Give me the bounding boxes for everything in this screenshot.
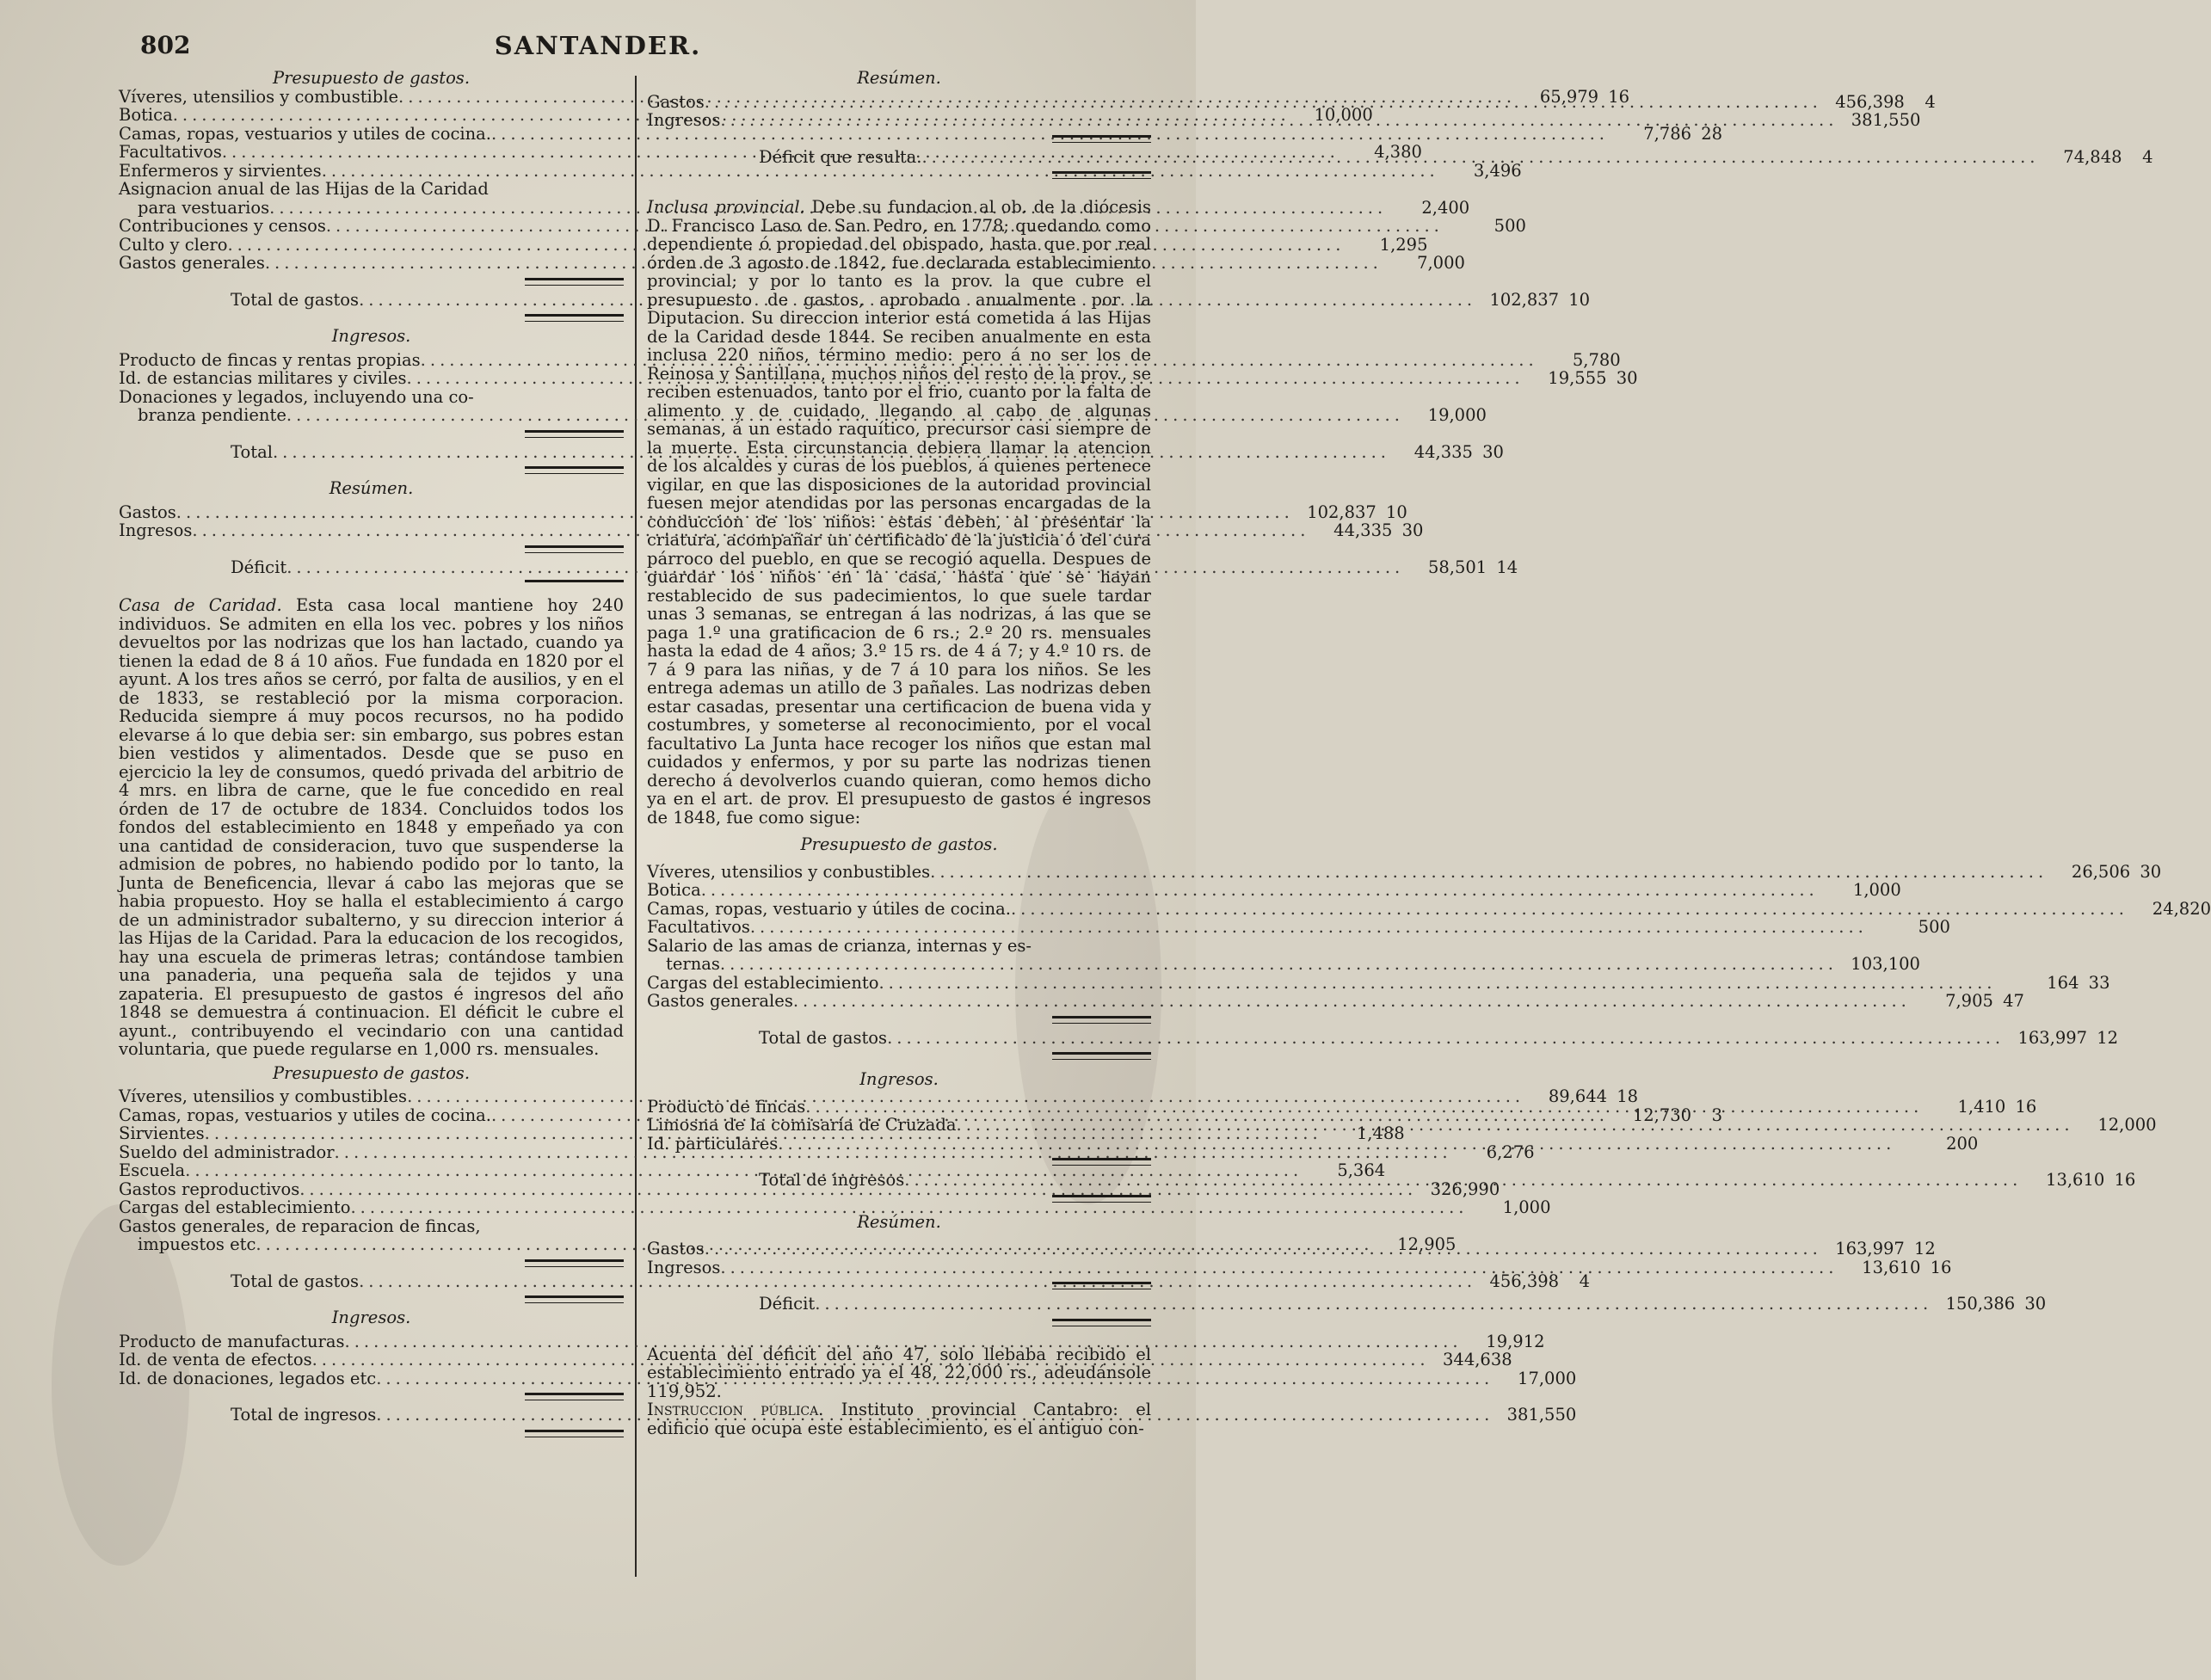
table-row: Gastos ..... 163,997 12 bbox=[647, 1240, 1151, 1258]
inclusa-paragraph: Inclusa provincial. Debe su fundacion al ob. de la diócesis D. Francisco Laso de San Pedro, en 1778; quedando como dependiente ó propiedad del obispado, hasta que por real órden de 3 agosto de 1842, fue declarada establecimiento provincial; y por lo tanto es la prov. la que cubre el presupuesto de gastos, aprobado anualmente por la Diputacion. Su direccion interior está cometida á las Hijas de la Caridad desde 1844. Se reciben anualmente en esta inclusa 220 niños, término medio: pero á no ser los de Reinosa y Santillana, muchos niños del resto de la prov., se reciben estenuados, tanto por el frio, cuanto por la falta de alimento y de cuidado, llegando al cabo de algunas semanas, á un estado raquítico, precursor casi siempre de la muerte. Esta circunstancia debiera llamar la atencion de los alcaldes y curas de los pueblos, á quienes pertenece vigilar, en que las disposiciones de la autoridad provincial fuesen mejor atendidas por las personas encargadas de la conduccion de los niños: estas deben, al presentar la criatura, acompañar un certificado de la justicia ó del cura párroco del pueblo, en que se recogió aquella. Despues de guardar los niños en la casa, hasta que se hayan restablecido de sus padecimientos, lo que suele tardar unas 3 semanas, se entregan á las nodrizas, á las que se paga 1.º una gratificacion de 6 rs.; 2.º 20 rs. mensuales hasta la edad de 4 años; 3.º 15 rs. de 4 á 7; y 4.º 10 rs. de 7 á 9 para las niñas, y de 7 á 10 para los niños. Se les entrega ademas un atillo de 3 pañales. Las nodrizas deben estar casadas, presentar una certificacion de buena vida y costumbres, y someterse al reconocimiento, por el vocal facultativo La Junta hace recoger los niños que estan mal cuidados y enfermos, y por su parte las nodrizas tienen derecho á devolverlos cuando quieran, como hemos dicho ya en el art. de prov. El presupuesto de gastos é ingresos de 1848, fue como sigue: bbox=[647, 197, 1152, 828]
table-row: Asignacion anual de las Hijas de la Caridad bbox=[119, 179, 489, 199]
table-row: para vestuarios ..... 2,400 bbox=[119, 199, 624, 218]
total-rule bbox=[525, 430, 624, 438]
section-title: Presupuesto de gastos. bbox=[272, 68, 471, 88]
total-rule bbox=[1052, 1158, 1151, 1166]
total-rule bbox=[1052, 1052, 1151, 1060]
table-row: Ingresos ..... 13,610 16 bbox=[647, 1258, 1151, 1277]
table-row: Contribuciones y censos ..... 500 bbox=[119, 217, 624, 236]
page-number: 802 bbox=[140, 31, 191, 59]
table-row: Camas, ropas, vestuario y útiles de cocina. ..... 24,820 bbox=[647, 900, 1151, 919]
section-title: Resúmen. bbox=[329, 478, 414, 498]
deficit-row: Déficit ..... 58,501 14 bbox=[119, 558, 624, 577]
table-row: impuestos etc ..... 12,905 bbox=[119, 1235, 624, 1254]
casa-de-caridad-paragraph: Casa de Caridad. Esta casa local mantiene hoy 240 individuos. Se admiten en ella los vec. pobres y los niños devueltos por las nodrizas que los han lactado, cuando ya tienen la edad de 8 á 10 años. Fue fundada en 1820 por el ayunt. A los tres años se cerró, por falta de ausilios, y en el de 1833, se restableció por la misma corporacion. Reducida siempre á muy pocos recursos, no ha podido elevarse á lo que debia ser: sin embargo, sus pobres estan bien vestidos y alimentados. Desde que se puso en ejercicio la ley de consumos, quedó privada del arbitrio de 4 mrs. en libra de carne, que le fue concedido en real órden de 17 de octubre de 1834. Concluidos todos los fondos del establecimiento en 1848 y empeñado ya con una cantidad de consideracion, tuvo que suspenderse la admision de pobres, no habiendo podido por lo tanto, la Junta de Beneficencia, llevar á cabo las mejoras que se habia propuesto. Hoy se halla el establecimiento á cargo de un administrador subalterno, y su direccion interior á las Hijas de la Caridad. Para la educacion de los recogidos, hay una escuela de primeras letras; contándose tambien una panaderia, una pequeña sala de tejidos y una zapateria. El presupuesto de gastos é ingresos del año 1848 se demuestra á continuacion. El déficit le cubre el ayunt., contribuyendo el vecindario con una cantidad voluntaria, que puede regularse en 1,000 rs. mensuales. bbox=[119, 595, 625, 1059]
section-title: Presupuesto de gastos. bbox=[800, 834, 998, 854]
table-row: Enfermeros y sirvientes ..... 3,496 bbox=[119, 162, 624, 181]
table-row: Gastos reproductivos ..... 326,990 bbox=[119, 1180, 624, 1199]
summary-table bbox=[119, 502, 1518, 583]
total-rule bbox=[1052, 1016, 1151, 1024]
table-row: Producto de fincas y rentas propias ..... 5,780 bbox=[119, 351, 624, 370]
table-row: Gastos generales ..... 7,905 47 bbox=[647, 992, 1151, 1011]
table-row: Escuela ..... 5,364 bbox=[119, 1161, 624, 1180]
section-title: Resúmen. bbox=[857, 1211, 941, 1232]
instruccion-paragraph: Instruccion pública. Instituto provincial Cantabro: el edificio que ocupa este establecimiento, es el antiguo con- bbox=[647, 1400, 1152, 1438]
running-title: SANTANDER. bbox=[494, 31, 702, 60]
table-row: branza pendiente ..... 19,000 bbox=[119, 406, 624, 425]
section-title: Resúmen. bbox=[857, 68, 941, 88]
table-row: Camas, ropas, vestuarios y utiles de cocina. ..... 12,730 3 bbox=[119, 1106, 624, 1125]
table-row: Ingresos ..... 44,335 30 bbox=[119, 521, 624, 540]
table-row: Id. de venta de efectos ..... 344,638 bbox=[119, 1351, 624, 1369]
table-row: Víveres, utensilios y combustibles ..... 89,644 18 bbox=[119, 1087, 624, 1106]
table-row: Producto de manufacturas ..... 19,912 bbox=[119, 1332, 624, 1351]
total-row: Total de gastos ..... 456,398 4 bbox=[119, 1272, 624, 1291]
table-row: Ingresos ..... 381,550 bbox=[647, 111, 1151, 130]
section-title: Ingresos. bbox=[331, 1308, 411, 1327]
table-row: Producto de fincas ..... 1,410 16 bbox=[647, 1098, 1151, 1117]
total-row: Total ..... 44,335 30 bbox=[119, 443, 624, 462]
table-row: Salario de las amas de crianza, internas y es- bbox=[647, 935, 1032, 956]
total-rule bbox=[525, 545, 624, 553]
section-title: Ingresos. bbox=[331, 326, 411, 346]
table-row: Culto y clero ..... 1,295 bbox=[119, 236, 624, 255]
total-rule bbox=[525, 466, 624, 474]
section-title: Ingresos. bbox=[859, 1069, 939, 1089]
total-rule bbox=[1052, 171, 1151, 179]
total-rule bbox=[525, 1430, 624, 1437]
table-row: Id. de donaciones, legados etc ..... 17,000 bbox=[119, 1369, 624, 1388]
expense-table bbox=[647, 861, 2211, 1061]
table-row: Sueldo del administrador ..... 6,276 bbox=[119, 1143, 624, 1162]
total-rule bbox=[525, 278, 624, 286]
table-row: Id. particulares ..... 200 bbox=[647, 1135, 1151, 1154]
income-table bbox=[119, 349, 1638, 475]
table-row: Id. de estancias militares y civiles ..... 19,555 30 bbox=[119, 369, 624, 388]
table-row: Gastos generales, de reparacion de fincas, bbox=[119, 1215, 481, 1236]
table-row: Botica ..... 10,000 bbox=[119, 106, 624, 125]
table-row: Cargas del establecimiento ..... 1,000 bbox=[119, 1198, 624, 1217]
total-rule bbox=[525, 1393, 624, 1400]
table-row: Gastos ..... 456,398 4 bbox=[647, 93, 1151, 112]
table-row: Gastos generales ..... 7,000 bbox=[119, 254, 624, 273]
table-row: Víveres, utensilios y combustible ..... 65,979 16 bbox=[119, 88, 624, 107]
total-rule bbox=[525, 1259, 624, 1267]
table-row: Víveres, utensilios y conbustibles ..... 26,506 30 bbox=[647, 863, 1151, 882]
total-rule bbox=[1052, 1195, 1151, 1203]
total-rule bbox=[525, 1295, 624, 1303]
table-row: Cargas del establecimiento ..... 164 33 bbox=[647, 974, 1151, 993]
section-title: Presupuesto de gastos. bbox=[272, 1062, 471, 1083]
table-row: Sirvientes ..... 1,488 bbox=[119, 1124, 624, 1143]
total-row: Total de ingresos ..... 13,610 16 bbox=[647, 1171, 1151, 1190]
total-row: Total de ingresos ..... 381,550 bbox=[119, 1406, 624, 1425]
total-row: Total de gastos ..... 102,837 10 bbox=[119, 291, 624, 310]
deficit-row: Déficit que resulta. ..... 74,848 4 bbox=[647, 148, 1151, 167]
table-row: Camas, ropas, vestuarios y utiles de cocina. ..... 7,786 28 bbox=[119, 125, 624, 144]
deficit-row: Déficit ..... 150,386 30 bbox=[647, 1295, 1151, 1314]
total-rule bbox=[1052, 1319, 1151, 1326]
total-row: Total de gastos ..... 163,997 12 bbox=[647, 1029, 1151, 1048]
table-row: ternas ..... 103,100 bbox=[647, 955, 1151, 974]
total-rule bbox=[1052, 1282, 1151, 1289]
table-row: Donaciones y legados, incluyendo una co- bbox=[119, 386, 474, 407]
table-row: Botica ..... 1,000 bbox=[647, 881, 1151, 900]
total-rule bbox=[525, 580, 624, 582]
table-row: Facultativos ..... 500 bbox=[647, 918, 1151, 937]
total-rule bbox=[1052, 135, 1151, 143]
total-rule bbox=[525, 314, 624, 322]
closing-paragraph: Acuenta del déficit del año 47, solo llebaba recibido el establecimiento entrado ya el 48, 22,000 rs., adeudánsole 119,952. bbox=[647, 1344, 1151, 1401]
table-row: Facultativos ..... 4,380 bbox=[119, 143, 624, 162]
table-row: Limosna de la comisaría de Cruzada ..... 12,000 bbox=[647, 1116, 1151, 1135]
table-row: Gastos ..... 102,837 10 bbox=[119, 503, 624, 522]
